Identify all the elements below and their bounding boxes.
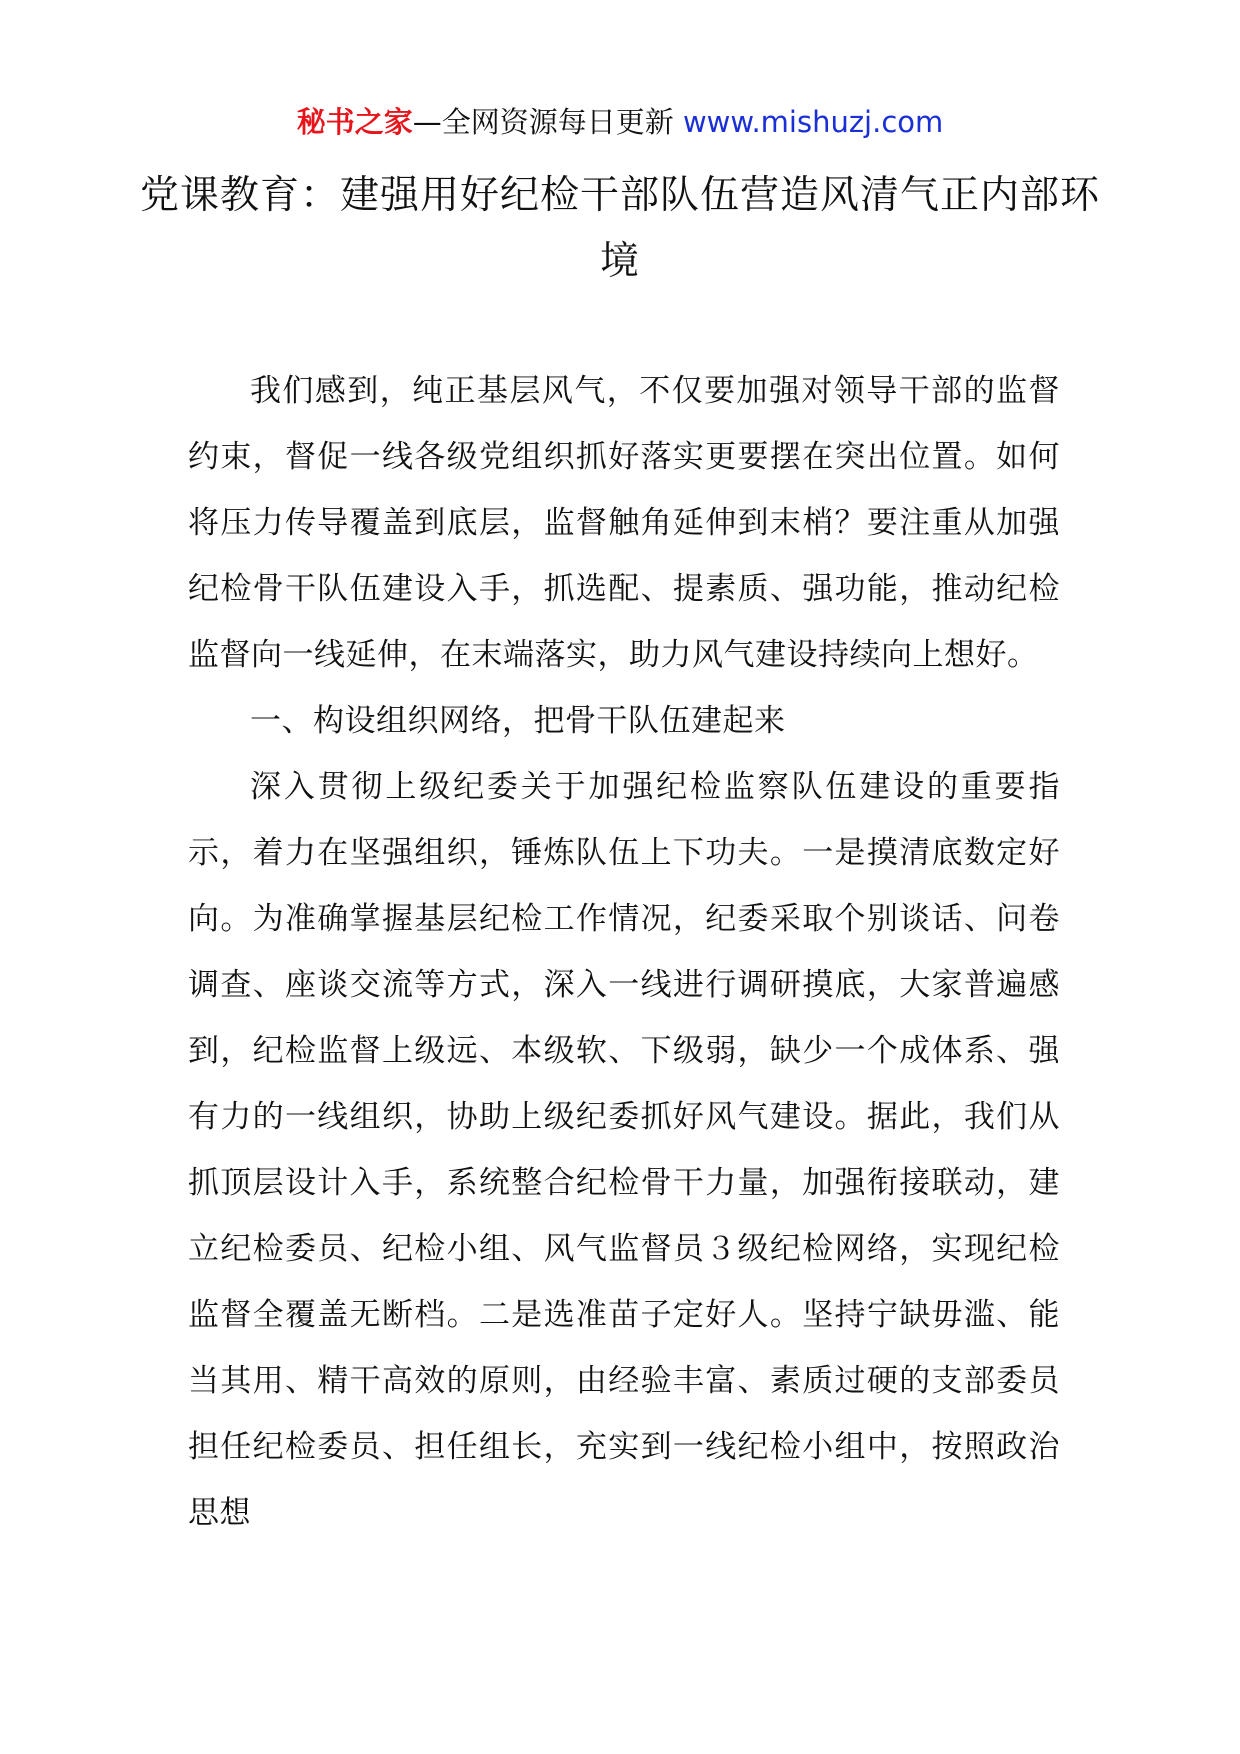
intro-paragraph: 我们感到，纯正基层风气，不仅要加强对领导干部的监督约束，督促一线各级党组织抓好落实更要摆在突出位置。如何将压力传导覆盖到底层，监督触角延伸到末梢？要注重从加强纪检骨干队伍建设入手，抓选配、提素质、强功能，推动纪检监督向一线延伸，在末端落实，助力风气建设持续向上想好。: [188, 373, 1060, 673]
header-tagline: —全网资源每日更新: [412, 105, 683, 139]
site-url-link[interactable]: www.mishuzj.com: [682, 105, 944, 139]
brand-name: 秘书之家: [296, 105, 413, 139]
section-heading: 一、构设组织网络，把骨干队伍建起来: [250, 703, 786, 739]
source-header: [0, 100, 1240, 144]
document-title: 党课教育：建强用好纪检干部队伍营造风清气正内部环境: [140, 173, 1101, 284]
document-body: [188, 358, 1060, 1546]
body-paragraph: 深入贯彻上级纪委关于加强纪检监察队伍建设的重要指示，着力在坚强组织，锤炼队伍上下功夫。一是摸清底数定好向。为准确掌握基层纪检工作情况，纪委采取个别谈话、问卷调查、座谈交流等方式，深入一线进行调研摸底，大家普遍感到，纪检监督上级远、本级软、下级弱，缺少一个成体系、强有力的一线组织，协助上级纪委抓好风气建设。据此，我们从抓顶层设计入手，系统整合纪检骨干力量，加强衔接联动，建立纪检委员、纪检小组、风气监督员３级纪检网络，实现纪检监督全覆盖无断档。二是选准苗子定好人。坚持宁缺毋滥、能当其用、精干高效的原则，由经验丰富、素质过硬的支部委员担任纪检委员、担任组长，充实到一线纪检小组中，按照政治思想: [188, 769, 1060, 1531]
